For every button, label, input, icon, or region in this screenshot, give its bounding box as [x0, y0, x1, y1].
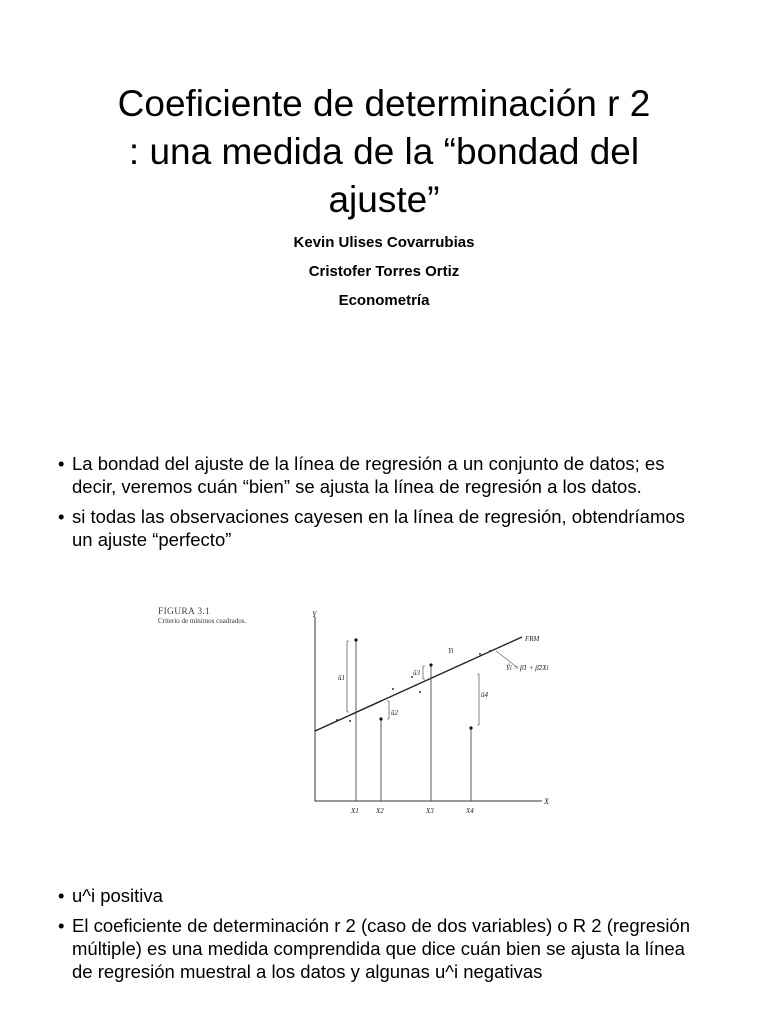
- residual-label-1: û1: [338, 674, 345, 682]
- yi-label: Yi: [448, 647, 454, 655]
- data-point: [479, 653, 481, 655]
- title-line-3: ajuste”: [328, 179, 440, 220]
- frm-label: FRM: [525, 635, 540, 643]
- data-point: [354, 638, 357, 641]
- residual-bracket-1: [347, 641, 349, 712]
- author-name-2: Cristofer Torres Ortiz: [308, 263, 460, 280]
- data-point: [419, 691, 421, 693]
- data-point: [429, 663, 432, 666]
- residual-bracket-3: [423, 666, 425, 679]
- course-name: Econometría: [338, 292, 430, 309]
- residual-bracket-2: [387, 701, 389, 719]
- data-point: [336, 719, 338, 721]
- bullet-item: • El coeficiente de determinación r 2 (caso de dos variables) o R 2 (regresión múltiple) es una medida comprendida que dice cuán bien se ajusta la línea de regresión muestral a los datos y algunas u^i negativas: [58, 914, 708, 983]
- x-tick-1: X1: [351, 807, 359, 815]
- data-point: [392, 688, 394, 690]
- y-axis-label: Y: [312, 610, 317, 619]
- x-tick-2: X2: [376, 807, 384, 815]
- figure-description: Criterio de mínimos cuadrados.: [158, 617, 247, 625]
- figure-caption: [158, 607, 278, 626]
- title-line-2: : una medida de la “bondad del: [128, 131, 640, 172]
- bullet-item: • La bondad del ajuste de la línea de regresión a un conjunto de datos; es decir, veremos cuán “bien” se ajusta la línea de regresión a los datos.: [58, 452, 708, 498]
- data-point: [489, 650, 491, 652]
- residual-label-2: û2: [391, 709, 398, 717]
- title-line-1: Coeficiente de determinación r 2: [117, 83, 651, 124]
- slide-title: [40, 80, 728, 224]
- regression-diagram: [150, 605, 570, 820]
- lower-bullet-list: [58, 884, 708, 990]
- bullet-item: • si todas las observaciones cayesen en la línea de regresión, obtendríamos un ajuste “perfecto”: [58, 505, 708, 551]
- bullet-item: • u^i positiva: [58, 884, 708, 907]
- residual-bracket-4: [477, 674, 479, 725]
- data-point: [349, 720, 351, 722]
- x-tick-4: X4: [466, 807, 474, 815]
- x-tick-3: X3: [426, 807, 434, 815]
- author-block: [0, 228, 768, 315]
- figure-number: FIGURA 3.1: [158, 607, 211, 617]
- x-axis-label: X: [544, 797, 549, 806]
- data-point: [379, 717, 382, 720]
- residual-label-4: û4: [481, 691, 488, 699]
- intro-bullet-list: [58, 452, 708, 558]
- regression-equation: Ŷi = β̂1 + β̂2Xi: [506, 664, 549, 672]
- data-point: [469, 726, 472, 729]
- author-name-1: Kevin Ulises Covarrubias: [293, 234, 475, 251]
- regression-figure: [150, 605, 570, 820]
- residual-label-3: û3: [413, 669, 420, 677]
